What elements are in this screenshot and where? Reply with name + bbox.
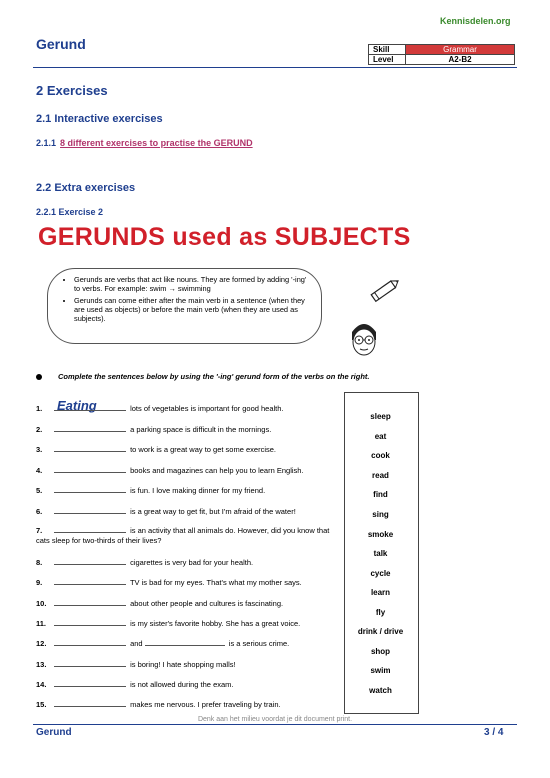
question-row: 14. is not allowed during the exam. <box>36 680 234 689</box>
question-row: 9. TV is bad for my eyes. That's what my mother says. <box>36 578 302 587</box>
skill-value: Grammar <box>406 45 515 55</box>
footer-title: Gerund <box>36 727 72 738</box>
pencil-icon <box>367 274 403 306</box>
answer-blank[interactable] <box>54 617 126 626</box>
section-heading-2-2: 2.2 Extra exercises <box>36 182 136 194</box>
answer-blank[interactable] <box>54 637 126 646</box>
verb-item: cook <box>371 451 390 460</box>
answer-blank[interactable] <box>54 505 126 514</box>
answer-blank[interactable] <box>54 576 126 585</box>
question-row: 5. is fun. I love making dinner for my friend. <box>36 486 266 495</box>
kennisdelen-logo: Kennisdelen.org <box>440 16 511 26</box>
page-number: 3 / 4 <box>484 727 504 738</box>
verb-item: read <box>372 471 389 480</box>
question-row: 3. to work is a great way to get some exercise. <box>36 445 276 454</box>
verb-item: fly <box>375 608 386 617</box>
verb-item: cycle <box>370 569 391 578</box>
verb-item: learn <box>370 588 391 597</box>
question-row: 7. is an activity that all animals do. However, did you know that cats sleep for two-thirds of their lives? <box>36 526 330 545</box>
intro-item: • Gerunds can come either after the main verb in a sentence (when they are used as objects) or before the main verb (when they are used as subjects). <box>74 296 313 323</box>
verb-item: find <box>373 490 388 499</box>
answer-blank[interactable] <box>54 423 126 432</box>
verb-item: drink / drive <box>357 627 404 636</box>
verb-item: watch <box>369 686 392 695</box>
question-row: 12. and is a serious crime. <box>36 639 290 648</box>
verb-item: sing <box>372 510 389 519</box>
answer-blank[interactable] <box>54 597 126 606</box>
worksheet-title: GERUNDS used as SUBJECTS <box>38 223 411 251</box>
skill-label: Skill <box>369 45 406 55</box>
question-row: 10. about other people and cultures is fascinating. <box>36 599 284 608</box>
answer-blank[interactable] <box>54 698 126 707</box>
verb-item: talk <box>373 549 388 558</box>
verb-item: sleep <box>370 412 391 421</box>
question-row: 8. cigarettes is very bad for your health. <box>36 558 254 567</box>
section-heading-2-1: 2.1 Interactive exercises <box>36 113 163 125</box>
question-row: 11. is my sister's favorite hobby. She has a great voice. <box>36 619 301 628</box>
verb-item: eat <box>374 432 387 441</box>
environment-note: Denk aan het milieu voordat je dit document print. <box>197 716 353 723</box>
section-number: 2.1.1 <box>36 138 57 148</box>
exercises-link[interactable]: 8 different exercises to practise the GERUND <box>60 138 253 148</box>
answer-blank[interactable] <box>54 678 126 687</box>
footer-rule <box>33 724 517 725</box>
section-heading-2-1-1 <box>36 138 253 148</box>
header-title: Gerund <box>36 36 86 52</box>
answer-blank[interactable] <box>145 637 225 646</box>
intro-box <box>47 268 322 344</box>
answer-blank[interactable] <box>54 464 126 473</box>
answer-blank[interactable] <box>54 443 126 452</box>
answer-blank[interactable] <box>54 524 126 533</box>
question-row: 15. makes me nervous. I prefer traveling by train. <box>36 700 281 709</box>
question-row: 2. a parking space is difficult in the mornings. <box>36 425 272 434</box>
question-row: 6. is a great way to get fit, but I'm afraid of the water! <box>36 507 296 516</box>
bullet-icon <box>36 374 42 380</box>
question-row: 4. books and magazines can help you to learn English. <box>36 466 304 475</box>
intro-item: • Gerunds are verbs that act like nouns. They are formed by adding '-ing' to verbs. For example: swim → swimming <box>74 275 313 293</box>
answer-blank[interactable] <box>54 484 126 493</box>
example-answer: Eating <box>57 398 97 413</box>
instruction: Complete the sentences below by using the '-ing' gerund form of the verbs on the right. <box>36 372 370 381</box>
meta-table <box>368 44 515 65</box>
level-label: Level <box>369 55 406 65</box>
section-heading-2: 2 Exercises <box>36 83 108 98</box>
verb-item: swim <box>370 666 391 675</box>
answer-blank[interactable] <box>54 402 126 411</box>
verb-item: shop <box>370 647 391 656</box>
level-value: A2-B2 <box>406 55 515 65</box>
student-face-icon <box>346 318 382 362</box>
section-heading-2-2-1: 2.2.1 Exercise 2 <box>36 207 104 217</box>
question-row: 13. is boring! I hate shopping malls! <box>36 660 236 669</box>
verb-item: smoke <box>367 530 394 539</box>
question-row: 1. lots of vegetables is important for good health. <box>36 404 284 413</box>
header-rule <box>33 67 517 68</box>
answer-blank[interactable] <box>54 658 126 667</box>
answer-blank[interactable] <box>54 556 126 565</box>
